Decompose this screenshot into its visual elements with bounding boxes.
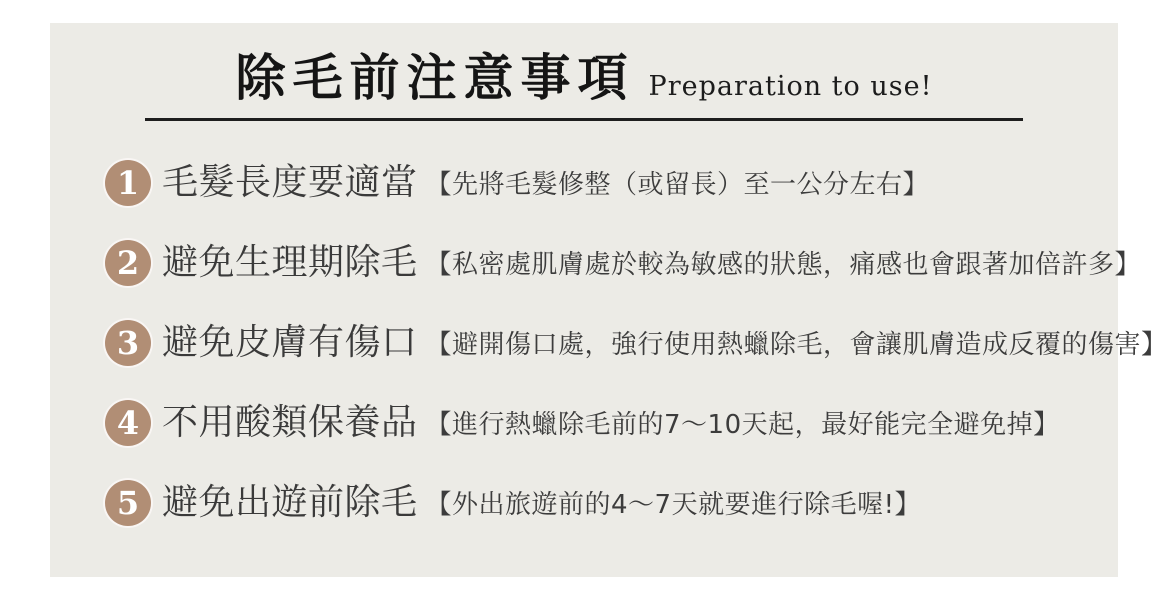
item-heading: 避免生理期除毛 — [162, 241, 418, 283]
number-badge: 3 — [103, 318, 153, 368]
item-heading: 避免出遊前除毛 — [162, 481, 418, 523]
list-item — [103, 238, 1142, 288]
number-badge: 4 — [103, 398, 153, 448]
number-badge: 2 — [103, 238, 153, 288]
item-detail: 【先將毛髮修整（或留長）至一公分左右】 — [425, 169, 930, 200]
title-divider — [145, 118, 1023, 121]
number-badge: 5 — [103, 478, 153, 528]
list-item — [103, 478, 1118, 528]
page-subtitle: Preparation to use! — [648, 71, 933, 102]
item-heading: 毛髮長度要適當 — [162, 161, 418, 203]
item-heading: 不用酸類保養品 — [162, 401, 418, 443]
item-detail: 【避開傷口處，強行使用熱蠟除毛，會讓肌膚造成反覆的傷害】 — [425, 329, 1168, 360]
item-detail: 【私密處肌膚處於較為敏感的狀態，痛感也會跟著加倍許多】 — [425, 249, 1142, 280]
item-detail: 【外出旅遊前的4～7天就要進行除毛喔!】 — [425, 489, 922, 520]
list-item — [103, 318, 1168, 368]
list-item — [103, 158, 1118, 208]
content-panel — [50, 23, 1168, 577]
number-badge: 1 — [103, 158, 153, 208]
list-item — [103, 398, 1118, 448]
item-detail: 【進行熱蠟除毛前的7～10天起，最好能完全避免掉】 — [425, 409, 1060, 440]
precaution-list — [50, 158, 1168, 528]
header — [50, 23, 1118, 107]
item-heading: 避免皮膚有傷口 — [162, 321, 418, 363]
page-title: 除毛前注意事項 — [235, 48, 635, 107]
